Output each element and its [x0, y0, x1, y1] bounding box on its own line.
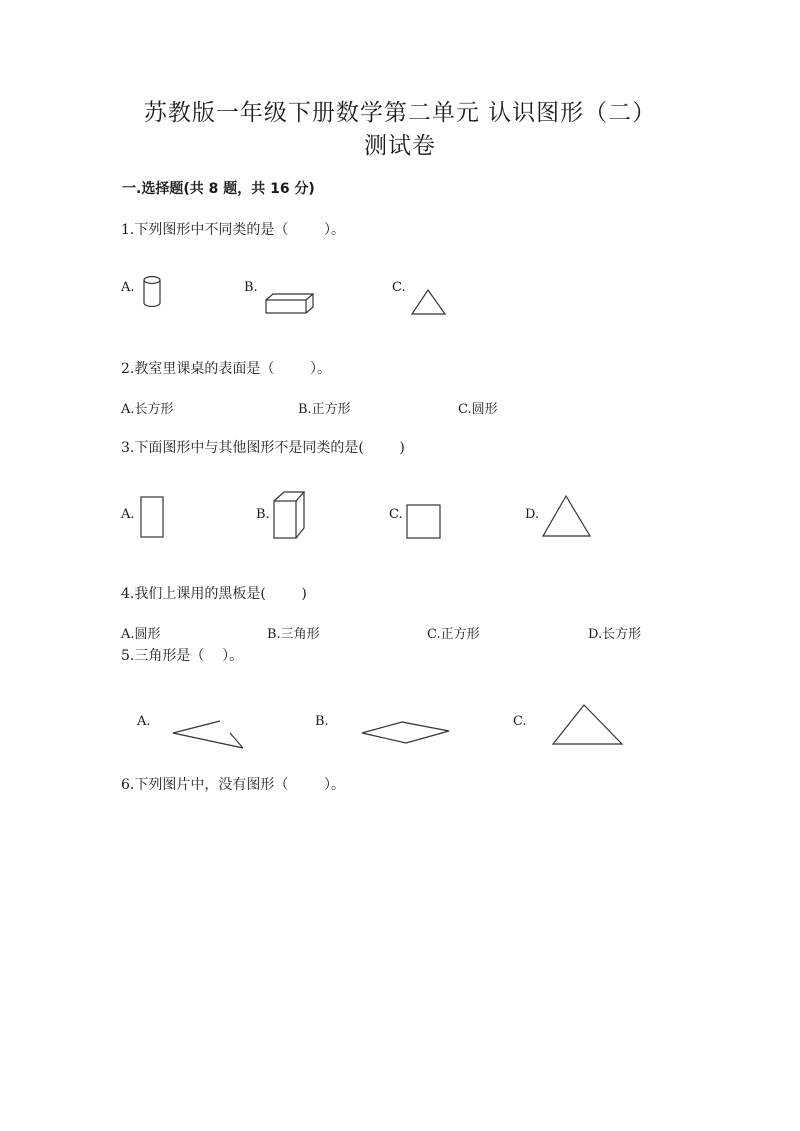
section-heading: 一.选择题(共 8 题，共 16 分) — [122, 181, 315, 197]
q3-option-a-label: A. — [121, 507, 135, 522]
rhombus-figure — [360, 720, 452, 746]
question-4: 4.我们上课用的黑板是( ) — [121, 586, 307, 602]
triangle-figure — [551, 703, 625, 747]
q3-option-c-label: C. — [389, 507, 403, 522]
q4-option-c: C.正方形 — [427, 627, 480, 642]
square-figure — [405, 503, 443, 541]
question-2: 2.教室里课桌的表面是（ ）。 — [121, 361, 331, 377]
triangle-figure — [410, 288, 448, 318]
q1-option-a-label: A. — [121, 280, 135, 295]
triangle-figure — [541, 494, 593, 540]
question-3: 3.下面图形中与其他图形不是同类的是( ) — [121, 440, 405, 456]
open-angle-figure — [170, 719, 248, 751]
cuboid-figure — [264, 292, 316, 316]
q2-option-c: C.圆形 — [458, 402, 498, 417]
cylinder-figure — [141, 275, 165, 311]
q2-option-a: A.长方形 — [121, 402, 174, 417]
q4-option-a: A.圆形 — [121, 627, 161, 642]
q4-option-d: D.长方形 — [588, 627, 642, 642]
question-1: 1.下列图形中不同类的是（ ）。 — [121, 222, 345, 238]
q5-option-c-label: C. — [513, 714, 527, 729]
page-subtitle: 测试卷 — [364, 133, 436, 159]
q1-option-b-label: B. — [244, 280, 258, 295]
rectangle-figure — [139, 495, 167, 541]
q5-option-a-label: A. — [137, 714, 151, 729]
q1-option-c-label: C. — [392, 280, 406, 295]
question-5: 5.三角形是（ ）。 — [121, 648, 244, 664]
q3-option-d-label: D. — [525, 507, 540, 522]
q5-option-b-label: B. — [315, 714, 329, 729]
q2-option-b: B.正方形 — [298, 402, 351, 417]
q4-option-b: B.三角形 — [267, 627, 320, 642]
q3-option-b-label: B. — [256, 507, 270, 522]
question-6: 6.下列图片中，没有图形（ ）。 — [121, 777, 345, 793]
page-title: 苏教版一年级下册数学第二单元 认识图形（二） — [143, 100, 657, 126]
box-figure — [272, 490, 308, 542]
